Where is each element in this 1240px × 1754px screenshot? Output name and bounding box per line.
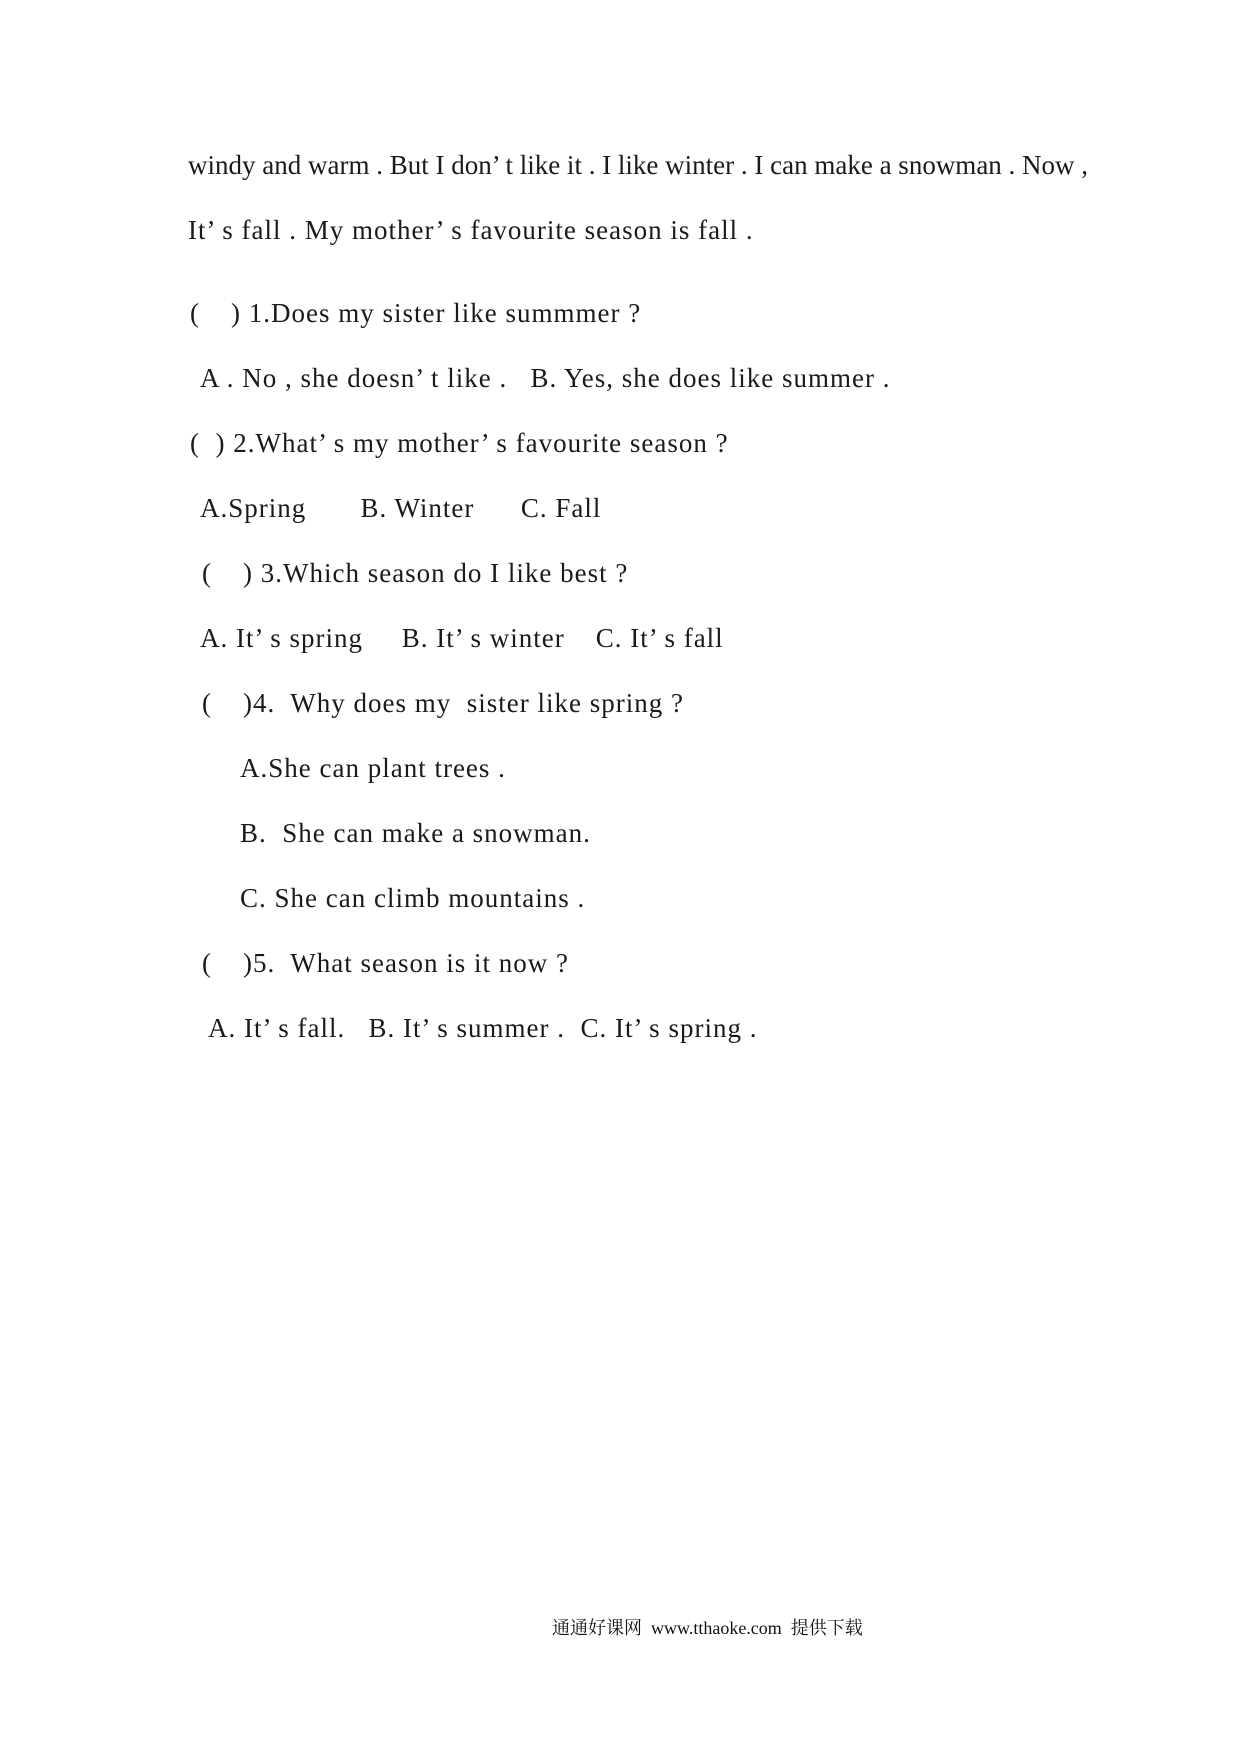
passage-line-1: windy and warm . But I don’ t like it . I like winter . I can make a snowman . Now , [188,150,1089,180]
question-4-option-b: B. She can make a snowman. [240,818,591,848]
question-1-stem: ( ) 1.Does my sister like summmer ? [190,298,642,328]
question-1-options: A . No , she doesn’ t like . B. Yes, she does like summer . [200,363,891,393]
question-2-stem: ( ) 2.What’ s my mother’ s favourite season ? [190,428,729,458]
question-2-options: A.Spring B. Winter C. Fall [200,493,602,523]
passage-line-2: It’ s fall . My mother’ s favourite season is fall . [188,215,754,245]
question-5-stem: ( )5. What season is it now ? [202,948,569,978]
question-4-stem: ( )4. Why does my sister like spring ? [202,688,684,718]
footer-credit: 通通好课网 www.tthaoke.com 提供下载 [552,1618,863,1638]
question-4-option-a: A.She can plant trees . [240,753,506,783]
question-3-stem: ( ) 3.Which season do I like best ? [202,558,629,588]
question-3-options: A. It’ s spring B. It’ s winter C. It’ s fall [200,623,724,653]
question-5-options: A. It’ s fall. B. It’ s summer . C. It’ s spring . [208,1013,758,1043]
question-4-option-c: C. She can climb mountains . [240,883,586,913]
